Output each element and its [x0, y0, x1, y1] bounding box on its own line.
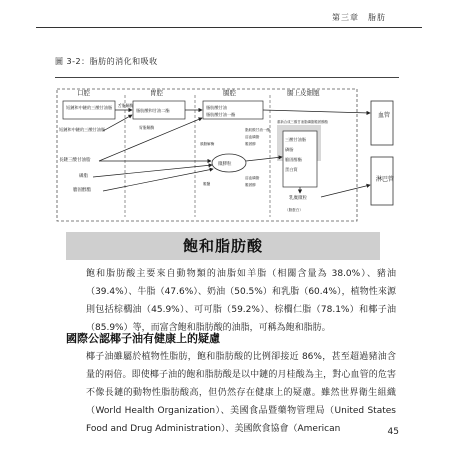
mouth-short-medium: 短鏈和中鏈的三酸甘油脂	[66, 105, 113, 110]
intestine-lysophospholipid-2: 溶血磷脂	[245, 135, 260, 139]
subheading: 國際公認椰子油有健康上的疑慮	[66, 332, 220, 345]
figure-title: 圖 3-2：脂肪的消化和吸收	[55, 57, 158, 66]
intestine-lysophospholipid: 溶血磷脂	[245, 176, 260, 180]
body-paragraph-1: 飽和脂肪酸主要來自動物類的油脂如羊脂（相關含量為 38.0%）、豬油（39.4%）、牛脂（47.6%）、奶油（50.5%）和乳脂（60.4%），植物性來源則包括棕櫚油（45.9%）、可可脂（59.2%）、棕櫚仁脂（78.1%）和椰子油（85.9%）等，而富含飽和脂肪酸的油脂，可稱為飽和脂肪。	[86, 269, 396, 333]
fat-digestion-diagram	[55, 85, 401, 225]
arrow	[103, 169, 213, 191]
arrow	[246, 157, 282, 161]
bile-salts: 膽鹽	[203, 182, 211, 186]
chylomicron: 乳糜微粒	[289, 196, 307, 201]
lymph-vessel: 淋巴管	[376, 176, 395, 183]
apo-protein: （脂蛋白）	[285, 208, 303, 212]
mucosa-box-line-4: 蛋白質	[285, 167, 298, 172]
lingual-lipase: 舌脂解酶	[118, 103, 134, 108]
header-rule	[36, 27, 422, 28]
mucosa-box-line-2: 磷脂	[285, 147, 294, 152]
mouth-cholesterol: 膽固醇酯	[73, 188, 91, 193]
body-paragraph-2: 椰子油雖屬於植物性脂肪，飽和脂肪酸的比例卻接近 86%，甚至超過豬油含量的兩倍。即使椰子油的飽和脂肪酸是以中鏈的月桂酸為主，對心血管的危害不像長鏈的動物性脂肪酸高，但仍然存在健康上的疑慮。雖然世界衛生組織（World Health Organization）、美國食品暨藥物管理局（United States Food and Drug Administration）、美國飲食協會（American	[86, 352, 396, 434]
column-intestine: 腸腔	[223, 89, 236, 97]
mouth-long: 長鏈三酸甘油脂	[59, 158, 91, 163]
column-mouth: 口腔	[77, 89, 90, 97]
intestine-fa-glycerol: 脂肪酸甘油	[206, 105, 227, 110]
page-number: 45	[387, 427, 399, 437]
mouth-phospholipid: 磷脂	[79, 174, 88, 179]
mucosa-box-line-3: 膽固醇酯	[285, 157, 302, 162]
arrow	[263, 110, 370, 113]
intestine-free-cholesterol: 膽固醇	[245, 183, 256, 187]
mucosa-resynthesis: 重新合成三酸甘油脂磷脂膽固醇酯	[277, 120, 328, 124]
mouth-short-medium-2: 短鏈和中鏈的三酸甘油脂	[59, 127, 106, 132]
running-header: 第三章 脂肪	[332, 13, 386, 22]
intestine-fa-monoglyceride: 脂肪酸甘油一酯	[206, 112, 236, 117]
blood-vessel: 血管	[378, 112, 391, 119]
arrow	[321, 185, 370, 197]
section-title: 飽和脂肪酸	[182, 237, 263, 255]
figure-title-rule	[55, 77, 399, 78]
pancreatic-lipase: 胰脂解酶	[200, 142, 215, 146]
mucosa-box-line-1: 三酸甘油脂	[285, 137, 306, 142]
blood-vessel-box	[371, 101, 393, 145]
gastric-lipase: 胃脂解酶	[139, 125, 155, 130]
column-mucosa: 腸上皮細胞	[287, 89, 320, 97]
column-stomach: 胃腔	[150, 89, 163, 97]
stomach-products: 脂肪酸和甘油二酯	[136, 108, 170, 113]
arrow	[93, 165, 212, 177]
mouth-box-short-medium	[63, 101, 115, 119]
intestine-cholesterol-2: 膽固醇	[245, 142, 256, 146]
micelle-label: 微膠粒	[218, 162, 232, 167]
intestine-fa-monoglyceride-2: 脂肪酸甘油一酯	[245, 128, 271, 132]
